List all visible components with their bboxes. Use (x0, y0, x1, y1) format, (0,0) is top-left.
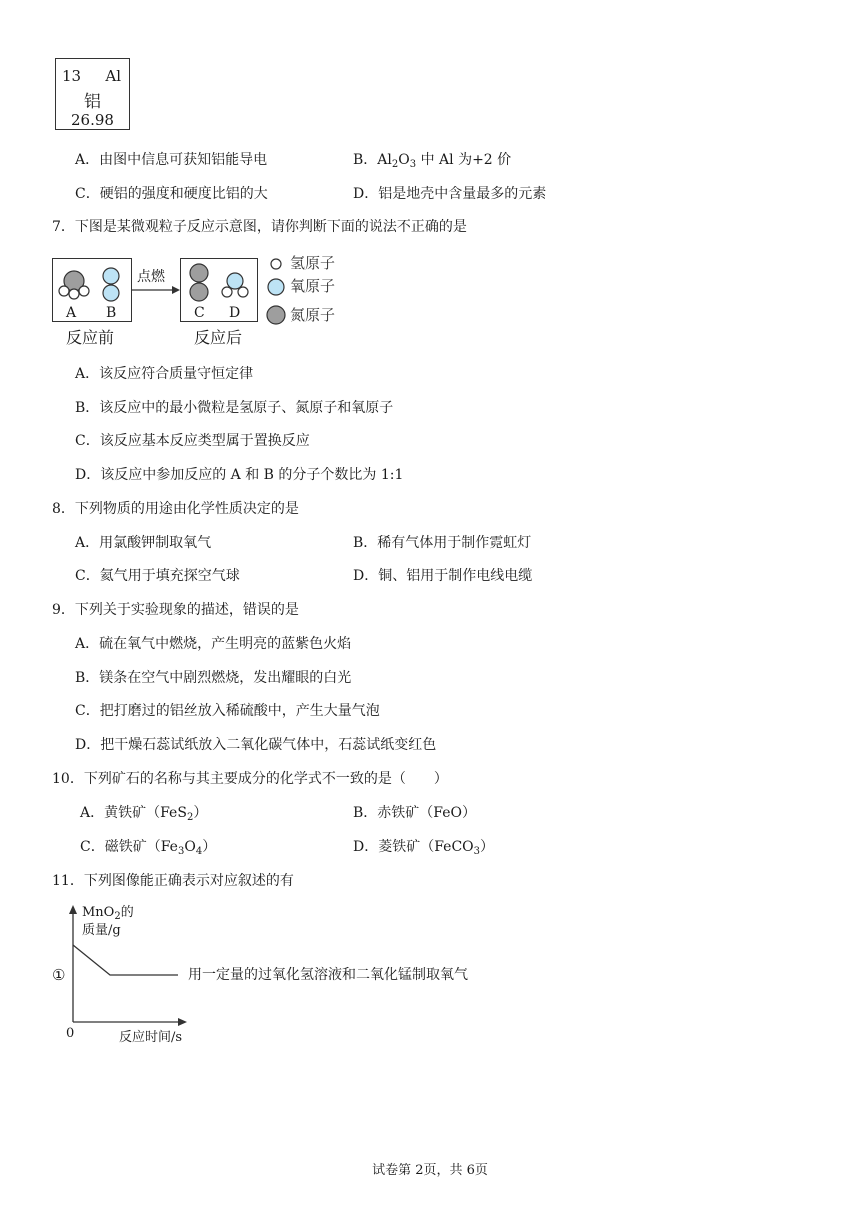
molecule-c (190, 264, 208, 301)
q10-option-b: B．赤铁矿（FeO） (353, 805, 476, 821)
q8-option-b: B．稀有气体用于制作霓虹灯 (353, 535, 532, 551)
legend-hydrogen-swatch (271, 259, 281, 269)
q8-option-a: A．用氯酸钾制取氧气 (75, 535, 212, 551)
label-c: C (194, 305, 205, 321)
legend-hydrogen: 氢原子 (290, 254, 336, 272)
legend-oxygen-swatch (268, 279, 284, 295)
q7-option-b: B．该反应中的最小微粒是氢原子、氮原子和氧原子 (75, 400, 394, 416)
q9-option-a: A．硫在氧气中燃烧，产生明亮的蓝紫色火焰 (75, 636, 352, 652)
q8-option-c: C．氦气用于填充探空气球 (75, 568, 240, 584)
q9-option-c: C．把打磨过的铝丝放入稀硫酸中，产生大量气泡 (75, 703, 380, 719)
page-footer: 试卷第 2页，共 6页 (372, 1163, 488, 1178)
element-name: 铝 (84, 92, 101, 112)
q11-graph-xlabel: 反应时间/s (119, 1030, 183, 1045)
q11-item-marker: ① (52, 966, 66, 984)
atomic-mass: 26.98 (71, 111, 114, 129)
q10-option-c: C．磁铁矿$(Fe_3O_4)$ (80, 839, 217, 857)
q11-graph-curve (73, 945, 178, 975)
q10-stem: 10．下列矿石的名称与其主要成分的化学式不一致的是（ ） (52, 771, 448, 787)
atomic-number: 13 (62, 67, 82, 85)
q6-option-d: D．铝是地壳中含量最多的元素 (353, 186, 547, 202)
q11-graph-ylabel: MnO$_2$的 (82, 905, 134, 922)
q7-option-c: C．该反应基本反应类型属于置换反应 (75, 433, 310, 449)
molecule-a (59, 271, 89, 299)
after-caption: 反应后 (194, 328, 243, 347)
q9-option-d: D．把干燥石蕊试纸放入二氧化碳气体中，石蕊试纸变红色 (75, 737, 437, 753)
q6-option-c: C．硬铝的强度和硬度比铝的大 (75, 186, 268, 202)
q11-item-text: 用一定量的过氧化氢溶液和二氧化锰制取氧气 (188, 967, 468, 983)
q6-option-b: B．$Al_2O_3$ 中 Al 为+2 价 (353, 152, 512, 170)
q11-graph-ylabel-unit: 质量/g (82, 923, 121, 938)
element-symbol: Al (105, 67, 121, 85)
legend-oxygen: 氧原子 (290, 277, 336, 295)
q11-stem: 11．下列图像能正确表示对应叙述的有 (52, 873, 294, 889)
label-d: D (229, 305, 241, 321)
q9-stem: 9．下列关于实验现象的描述，错误的是 (52, 602, 299, 618)
q7-stem: 7．下图是某微观粒子反应示意图，请你判断下面的说法不正确的是 (52, 219, 467, 235)
q7-option-a: A．该反应符合质量守恒定律 (75, 366, 254, 382)
label-a: A (66, 305, 77, 321)
label-b: B (106, 305, 117, 321)
q10-option-d: D．菱铁矿（FeCO$_3$） (353, 839, 495, 857)
q8-stem: 8．下列物质的用途由化学性质决定的是 (52, 501, 299, 517)
q11-graph-origin: 0 (66, 1026, 75, 1041)
arrow-label: 点燃 (137, 269, 165, 285)
q6-option-a: A．由图中信息可获知铝能导电 (75, 152, 268, 168)
legend-nitrogen: 氮原子 (290, 306, 336, 324)
q9-option-b: B．镁条在空气中剧烈燃烧，发出耀眼的白光 (75, 670, 352, 686)
molecule-d (222, 273, 248, 297)
q10-option-a: A．黄铁矿（FeS$_2$） (80, 805, 208, 823)
molecule-b (103, 268, 119, 301)
q8-option-d: D．铜、铝用于制作电线电缆 (353, 568, 533, 584)
legend-nitrogen-swatch (267, 306, 285, 324)
reaction-molecules (0, 0, 860, 360)
before-caption: 反应前 (66, 328, 115, 347)
q7-option-d: D．该反应中参加反应的 A 和 B 的分子个数比为 1:1 (75, 467, 404, 483)
